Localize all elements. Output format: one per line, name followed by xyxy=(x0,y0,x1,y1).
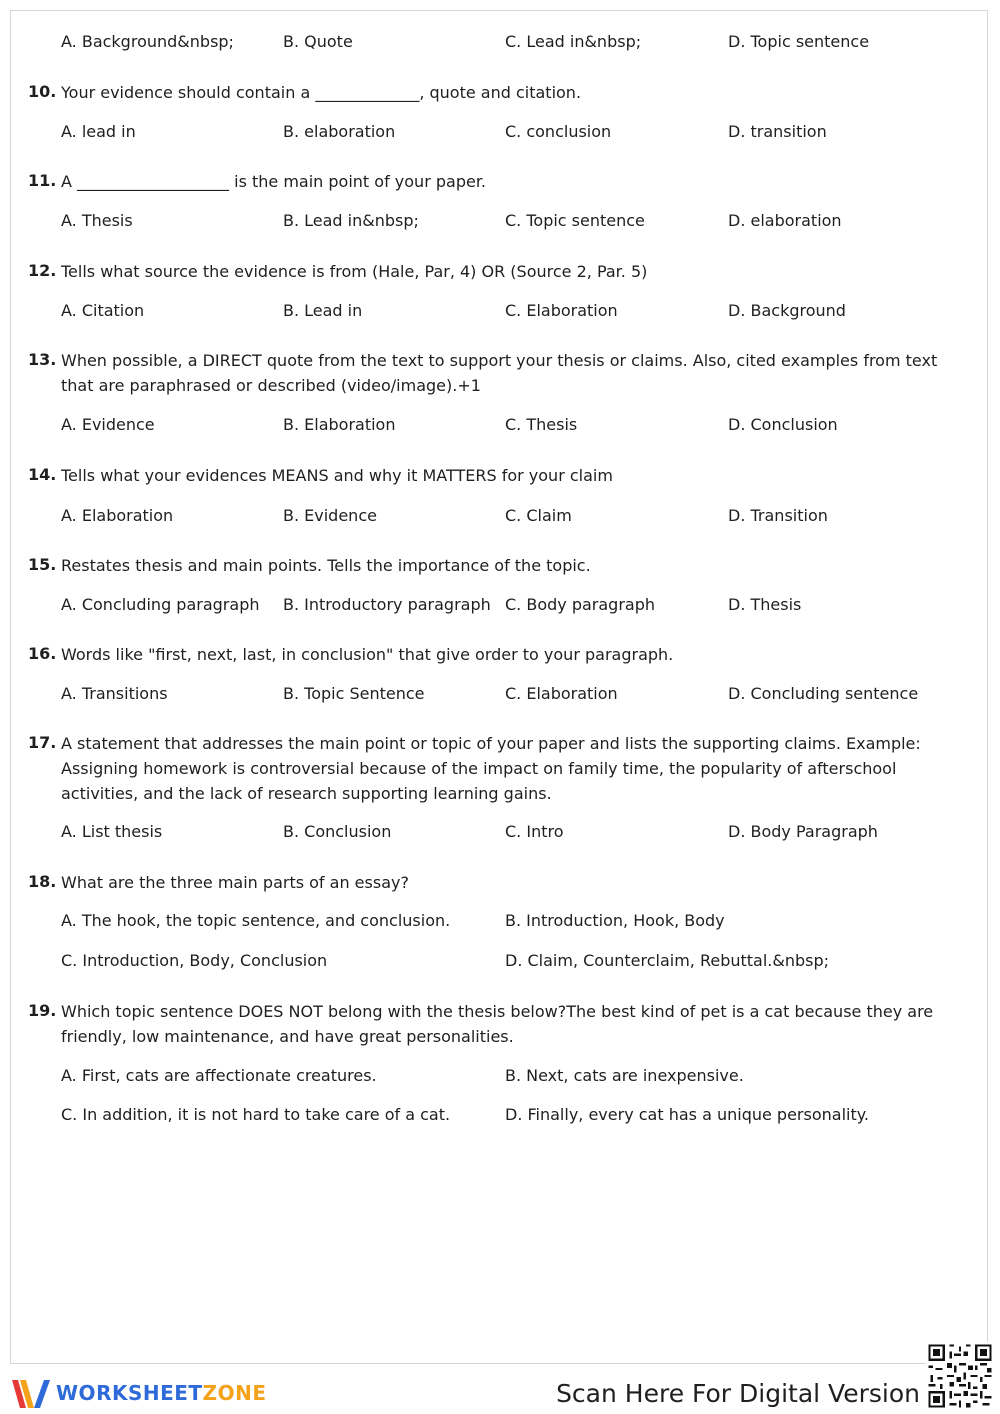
option-a[interactable]: A. Background&nbsp; xyxy=(61,32,234,51)
question-number: 14. xyxy=(28,465,57,484)
option-a[interactable]: A. Thesis xyxy=(61,211,133,230)
question-text: Your evidence should contain a _____________, quote and citation. xyxy=(61,83,582,102)
option-a[interactable]: A. Citation xyxy=(61,301,145,320)
question-text: Tells what source the evidence is from (Hale, Par, 4) OR (Source 2, Par. 5) xyxy=(61,262,648,281)
qr-code-icon[interactable] xyxy=(926,1342,994,1410)
worksheetzone-logo-icon xyxy=(10,1376,52,1412)
option-b[interactable]: B. Lead in xyxy=(283,301,363,320)
option-c[interactable]: C. Elaboration xyxy=(505,301,618,320)
option-d[interactable]: D. Conclusion xyxy=(728,415,838,434)
question-text: When possible, a DIRECT quote from the text to support your thesis or claims. Also, cited examples from text that are paraphrased or described (video/image).+1 xyxy=(61,351,938,395)
question-number: 16. xyxy=(28,644,57,663)
option-d[interactable]: D. elaboration xyxy=(728,211,842,230)
question-number: 18. xyxy=(28,872,57,891)
question-text: Restates thesis and main points. Tells the importance of the topic. xyxy=(61,556,591,575)
question-number: 12. xyxy=(28,261,57,280)
option-c[interactable]: C. Body paragraph xyxy=(505,595,655,614)
brand-name-part2: ZONE xyxy=(202,1381,267,1405)
option-d[interactable]: D. Thesis xyxy=(728,595,802,614)
option-d[interactable]: D. Claim, Counterclaim, Rebuttal.&nbsp; xyxy=(505,951,830,970)
option-c[interactable]: C. Claim xyxy=(505,506,572,525)
question-number: 11. xyxy=(28,171,57,190)
brand-name xyxy=(56,1380,266,1406)
option-d[interactable]: D. Topic sentence xyxy=(728,32,870,51)
option-a[interactable]: A. First, cats are affectionate creatures. xyxy=(61,1066,377,1085)
question-text: Tells what your evidences MEANS and why it MATTERS for your claim xyxy=(61,466,613,485)
brand-name-part1: WORKSHEET xyxy=(56,1381,203,1405)
option-b[interactable]: B. Introduction, Hook, Body xyxy=(505,911,725,930)
option-d[interactable]: D. Concluding sentence xyxy=(728,684,919,703)
scan-instruction: Scan Here For Digital Version xyxy=(556,1379,920,1408)
option-a[interactable]: A. List thesis xyxy=(61,822,163,841)
option-b[interactable]: B. Introductory paragraph xyxy=(283,595,491,614)
option-c[interactable]: C. Intro xyxy=(505,822,564,841)
question-number: 15. xyxy=(28,555,57,574)
question-number: 17. xyxy=(28,733,57,752)
option-b[interactable]: B. Next, cats are inexpensive. xyxy=(505,1066,744,1085)
question-number: 13. xyxy=(28,350,57,369)
option-b[interactable]: B. Elaboration xyxy=(283,415,396,434)
option-a[interactable]: A. Elaboration xyxy=(61,506,174,525)
option-c[interactable]: C. Introduction, Body, Conclusion xyxy=(61,951,328,970)
option-b[interactable]: B. Topic Sentence xyxy=(283,684,425,703)
option-b[interactable]: B. elaboration xyxy=(283,122,396,141)
option-a[interactable]: A. Evidence xyxy=(61,415,155,434)
question-text: Words like "first, next, last, in conclusion" that give order to your paragraph. xyxy=(61,645,674,664)
option-c[interactable]: C. Thesis xyxy=(505,415,578,434)
question-text: Which topic sentence DOES NOT belong with the thesis below?The best kind of pet is a cat because they are friendly, low maintenance, and have great personalities. xyxy=(61,1002,934,1046)
question-text: What are the three main parts of an essay? xyxy=(61,873,409,892)
option-c[interactable]: C. Lead in&nbsp; xyxy=(505,32,642,51)
option-c[interactable]: C. conclusion xyxy=(505,122,612,141)
option-a[interactable]: A. The hook, the topic sentence, and conclusion. xyxy=(61,911,451,930)
option-d[interactable]: D. transition xyxy=(728,122,827,141)
option-a[interactable]: A. Concluding paragraph xyxy=(61,595,260,614)
question-text: A statement that addresses the main point or topic of your paper and lists the supporting claims. Example: Assigning homework is controversial because of the impact on family time, the popularity of afterschool activities, and the lack of research supporting learning gains. xyxy=(61,734,921,803)
option-b[interactable]: B. Lead in&nbsp; xyxy=(283,211,419,230)
option-b[interactable]: B. Conclusion xyxy=(283,822,392,841)
option-d[interactable]: D. Body Paragraph xyxy=(728,822,878,841)
option-d[interactable]: D. Finally, every cat has a unique personality. xyxy=(505,1105,869,1124)
option-a[interactable]: A. Transitions xyxy=(61,684,168,703)
option-b[interactable]: B. Evidence xyxy=(283,506,377,525)
question-number: 10. xyxy=(28,82,57,101)
option-c[interactable]: C. In addition, it is not hard to take care of a cat. xyxy=(61,1105,451,1124)
question-number: 19. xyxy=(28,1001,57,1020)
option-b[interactable]: B. Quote xyxy=(283,32,353,51)
option-d[interactable]: D. Background xyxy=(728,301,846,320)
question-text: A ___________________ is the main point of your paper. xyxy=(61,172,487,191)
option-a[interactable]: A. lead in xyxy=(61,122,136,141)
option-c[interactable]: C. Elaboration xyxy=(505,684,618,703)
option-d[interactable]: D. Transition xyxy=(728,506,828,525)
option-c[interactable]: C. Topic sentence xyxy=(505,211,645,230)
